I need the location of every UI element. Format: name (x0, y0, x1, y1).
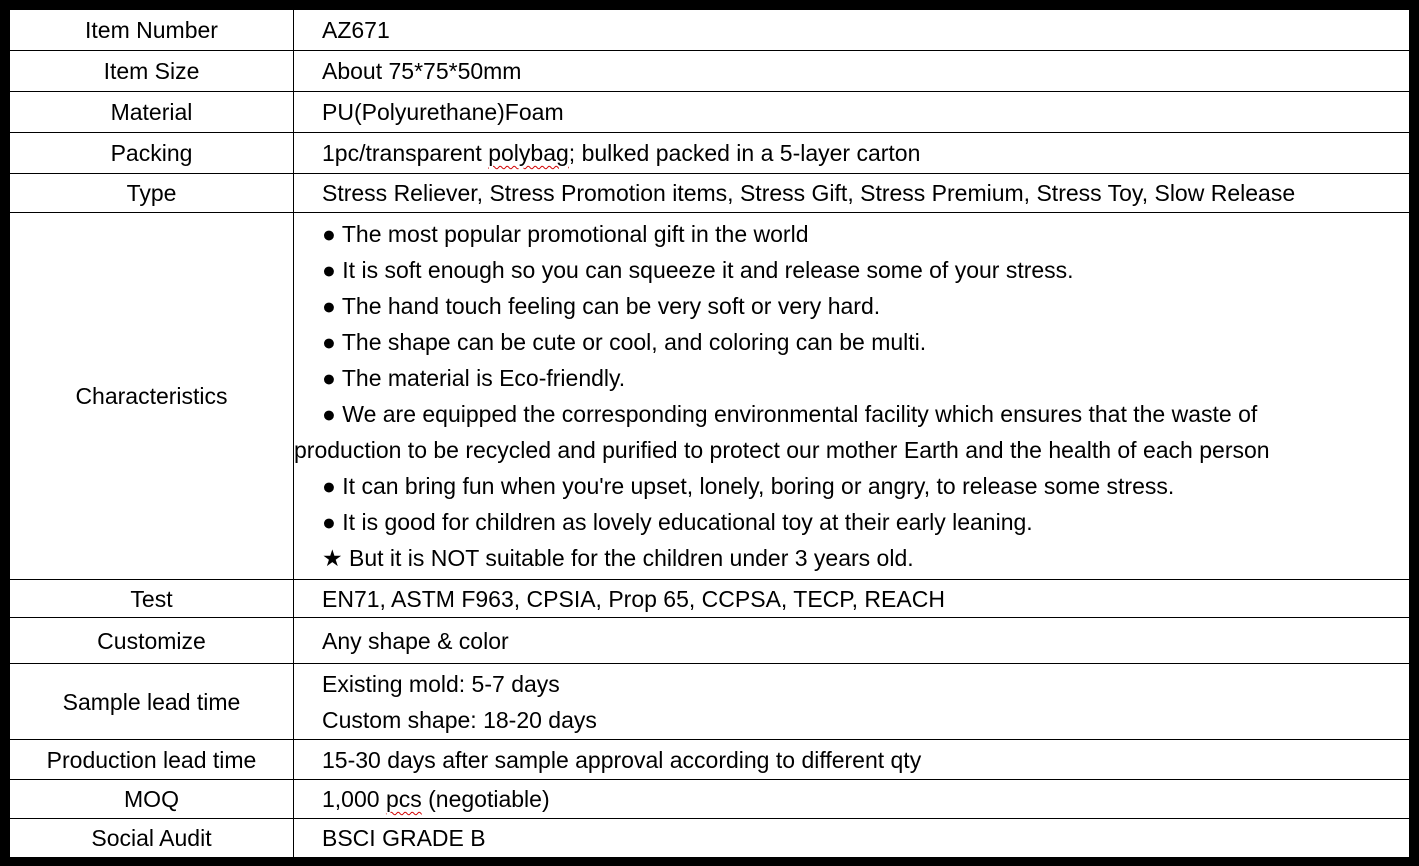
value-type: Stress Reliever, Stress Promotion items, Stress Gift, Stress Premium, Stress Toy, Slow Release (294, 174, 1410, 213)
value-item-size: About 75*75*50mm (294, 51, 1410, 92)
packing-text-post: ; bulked packed in a 5-layer carton (568, 140, 921, 166)
row-item-size (10, 51, 1410, 92)
packing-text-pre: 1pc/transparent (322, 140, 489, 166)
value-item-number: AZ671 (294, 10, 1410, 51)
characteristic-line: ● The hand touch feeling can be very soft or very hard. (322, 293, 881, 319)
characteristic-line: ● We are equipped the corresponding environmental facility which ensures that the waste of (322, 401, 1258, 427)
characteristic-line: ● It is good for children as lovely educational toy at their early leaning. (322, 509, 1033, 535)
label-production-lead-time: Production lead time (10, 740, 294, 780)
characteristic-line-continued: production to be recycled and purified to protect our mother Earth and the health of each person (294, 437, 1270, 463)
characteristic-line: ● The most popular promotional gift in the world (322, 221, 809, 247)
label-material: Material (10, 92, 294, 133)
value-test: EN71, ASTM F963, CPSIA, Prop 65, CCPSA, TECP, REACH (294, 580, 1410, 618)
row-material (10, 92, 1410, 133)
value-social-audit: BSCI GRADE B (294, 819, 1410, 858)
label-type: Type (10, 174, 294, 213)
row-packing (10, 133, 1410, 174)
row-characteristics (10, 213, 1410, 580)
label-item-number: Item Number (10, 10, 294, 51)
value-production-lead-time: 15-30 days after sample approval according to different qty (294, 740, 1410, 780)
value-sample-lead-time (294, 664, 1410, 740)
value-customize: Any shape & color (294, 618, 1410, 664)
packing-spellcheck-word: polybag (488, 140, 569, 166)
sample-lead-time-line: Custom shape: 18-20 days (322, 706, 597, 733)
row-type (10, 174, 1410, 213)
characteristic-line: ● It is soft enough so you can squeeze it and release some of your stress. (322, 257, 1074, 283)
spec-sheet (9, 9, 1409, 857)
characteristic-line: ● It can bring fun when you're upset, lonely, boring or angry, to release some stress. (322, 473, 1175, 499)
row-sample-lead-time (10, 664, 1410, 740)
characteristic-line: ● The shape can be cute or cool, and coloring can be multi. (322, 329, 927, 355)
row-customize (10, 618, 1410, 664)
label-social-audit: Social Audit (10, 819, 294, 858)
value-moq (294, 780, 1410, 819)
moq-text-pre: 1,000 (322, 786, 386, 812)
label-characteristics: Characteristics (10, 213, 294, 580)
label-item-size: Item Size (10, 51, 294, 92)
row-moq (10, 780, 1410, 819)
value-material: PU(Polyurethane)Foam (294, 92, 1410, 133)
value-packing (294, 133, 1410, 174)
moq-spellcheck-word: pcs (385, 786, 422, 812)
row-social-audit (10, 819, 1410, 858)
sample-lead-time-line: Existing mold: 5-7 days (322, 670, 560, 697)
label-moq: MOQ (10, 780, 294, 819)
label-customize: Customize (10, 618, 294, 664)
characteristic-line: ● The material is Eco-friendly. (322, 365, 626, 391)
label-sample-lead-time: Sample lead time (10, 664, 294, 740)
product-spec-table (9, 9, 1410, 858)
label-packing: Packing (10, 133, 294, 174)
label-test: Test (10, 580, 294, 618)
moq-text-post: (negotiable) (421, 786, 550, 812)
row-production-lead-time (10, 740, 1410, 780)
characteristic-warning-line: ★ But it is NOT suitable for the children under 3 years old. (322, 545, 914, 571)
row-test (10, 580, 1410, 618)
value-characteristics (294, 213, 1410, 580)
row-item-number (10, 10, 1410, 51)
